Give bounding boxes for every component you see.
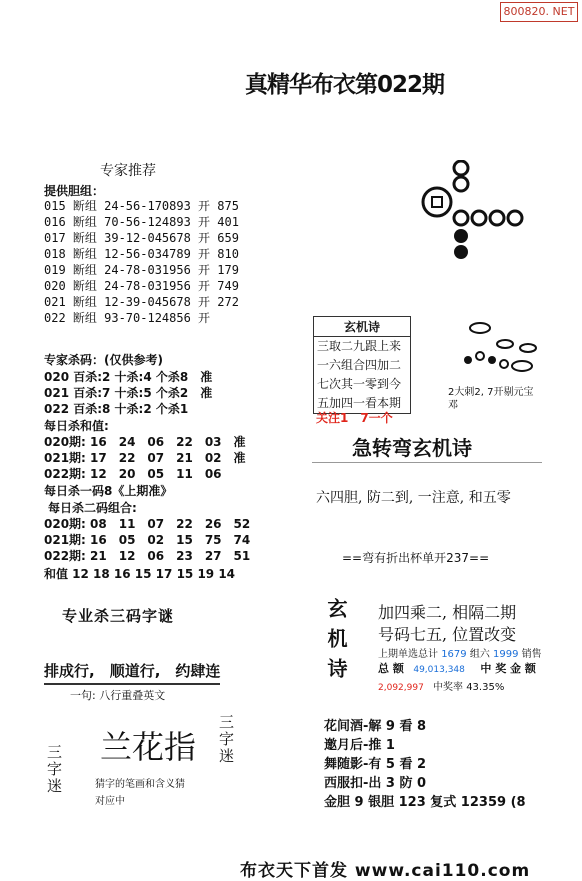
xuanji-line1: 加四乘二, 相隔二期 — [378, 603, 517, 622]
expert-row: 020 断组 24-78-031956 开 749 — [44, 279, 239, 293]
flower-caption1: 猜字的笔画和含义猜 — [95, 779, 185, 790]
flower-caption2: 对应中 — [95, 796, 125, 807]
clue-row: 邀月后-推 1 — [324, 738, 395, 753]
clue-row: 西服扣-出 3 防 0 — [324, 776, 427, 791]
riddle-title: 专业杀三码字谜 — [62, 607, 175, 625]
expert-row: 021 断组 12-39-045678 开 272 — [44, 295, 239, 309]
expert-row: 018 断组 12-56-034789 开 810 — [44, 247, 239, 261]
stat-row — [378, 645, 542, 660]
kill-row: 021 百杀:7 十杀:5 个杀2 准 — [44, 386, 213, 400]
sum-list — [44, 434, 246, 482]
rate-value: 43.35% — [466, 682, 505, 693]
stat-b: 1999 — [493, 649, 519, 660]
lucky-text: 2大刺2, 7开剔元宝邓 — [448, 387, 534, 411]
poem-row: 七次其一零到今 — [317, 377, 402, 391]
poem-row: 一六组合四加二 — [317, 358, 402, 372]
phrase-line: 排成行, 顺道行, 约肆连 — [44, 660, 220, 685]
kill-heading: 专家杀码：(仅供参考) — [44, 353, 163, 367]
sum-row: 022期: 12 20 05 11 06 — [44, 467, 222, 481]
prize-label: 中 奖 金 额 — [480, 662, 536, 675]
clue-row: 舞随影-有 5 看 2 — [324, 757, 427, 772]
urgent-title: 急转弯玄机诗 — [352, 436, 472, 460]
clue-list — [324, 717, 526, 812]
poem-row: 三取二九跟上来 — [317, 339, 402, 353]
kill-row: 020 百杀:2 十杀:4 个杀8 准 — [44, 370, 213, 384]
expert-row: 015 断组 24-56-170893 开 875 — [44, 199, 239, 213]
expert-list — [44, 198, 239, 326]
xuanji-line2: 号码七五, 位置改变 — [378, 625, 517, 644]
site-badge: 800820. NET — [500, 2, 578, 22]
rate-label: 中奖率 — [433, 682, 463, 693]
flower-word: 兰花指 — [100, 728, 197, 766]
expert-heading: 专家推荐 — [100, 163, 156, 179]
kill-list — [44, 369, 212, 417]
sum-row: 021期: 17 22 07 21 02 准 — [44, 451, 246, 465]
poem-heading: 玄机诗 — [314, 317, 410, 337]
two-kill-row: 022期: 21 12 06 23 27 51 — [44, 549, 251, 563]
stat-label: 上期单选总计 — [378, 649, 438, 660]
clue-row: 花间酒-解 9 看 8 — [324, 719, 427, 734]
dash-line: ==弯有折出杯单开237== — [342, 551, 490, 565]
two-kill-sum: 和值 12 18 16 15 17 15 19 14 — [44, 567, 236, 581]
coin-domino-image — [415, 160, 525, 270]
stat-sold: 销售 — [521, 649, 542, 660]
total-row — [378, 660, 536, 676]
prize-row — [378, 678, 504, 693]
ingots-image — [450, 318, 550, 388]
sum-row: 020期: 16 24 06 22 03 准 — [44, 435, 246, 449]
expert-subtitle: 提供胆组： — [44, 184, 105, 198]
two-kill-row: 021期: 16 05 02 15 75 74 — [44, 533, 251, 547]
kill-row: 022 百杀:8 十杀:2 个杀1 — [44, 402, 189, 416]
expert-row: 019 断组 24-78-031956 开 179 — [44, 263, 239, 277]
clue-row: 金胆 9 银胆 123 复式 12359 (8 — [324, 795, 526, 810]
expert-row: 016 断组 70-56-124893 开 401 — [44, 215, 239, 229]
expert-row: 017 断组 39-12-045678 开 659 — [44, 231, 239, 245]
stat-a: 1679 — [441, 649, 467, 660]
hint-line: 六四胆, 防二到, 一注意, 和五零 — [316, 490, 511, 506]
stat-group: 组六 — [469, 649, 490, 660]
total-value: 49,013,348 — [413, 665, 465, 675]
two-kill-list — [44, 516, 250, 564]
expert-row: 022 断组 93-70-124856 开 — [44, 311, 211, 325]
site-footer: 布衣天下首发 www.cai110.com — [240, 861, 531, 881]
riddle-vert-left: 三字迷 — [45, 744, 63, 795]
total-label: 总 额 — [378, 662, 404, 675]
page-title: 真精华布衣第022期 — [245, 72, 445, 98]
divider — [312, 462, 542, 463]
poem-box — [313, 316, 411, 414]
two-kill-row: 020期: 08 11 07 22 26 52 — [44, 517, 251, 531]
sum-heading: 每日杀和值: — [44, 419, 109, 433]
two-kill-heading: 每日杀二码组合: — [48, 501, 137, 515]
daily-kill: 每日杀一码8《上期准》 — [44, 484, 173, 498]
sentence-line: 一句: 八行重叠英文 — [70, 689, 166, 702]
prize-value: 2,092,997 — [378, 683, 424, 693]
poem-row: 五加四一看本期 — [317, 396, 402, 410]
riddle-vert-right: 三字迷 — [217, 714, 235, 765]
poem-attention: 关注1 7一个 — [316, 411, 393, 425]
xuanji-vert: 玄机诗 — [324, 598, 348, 688]
